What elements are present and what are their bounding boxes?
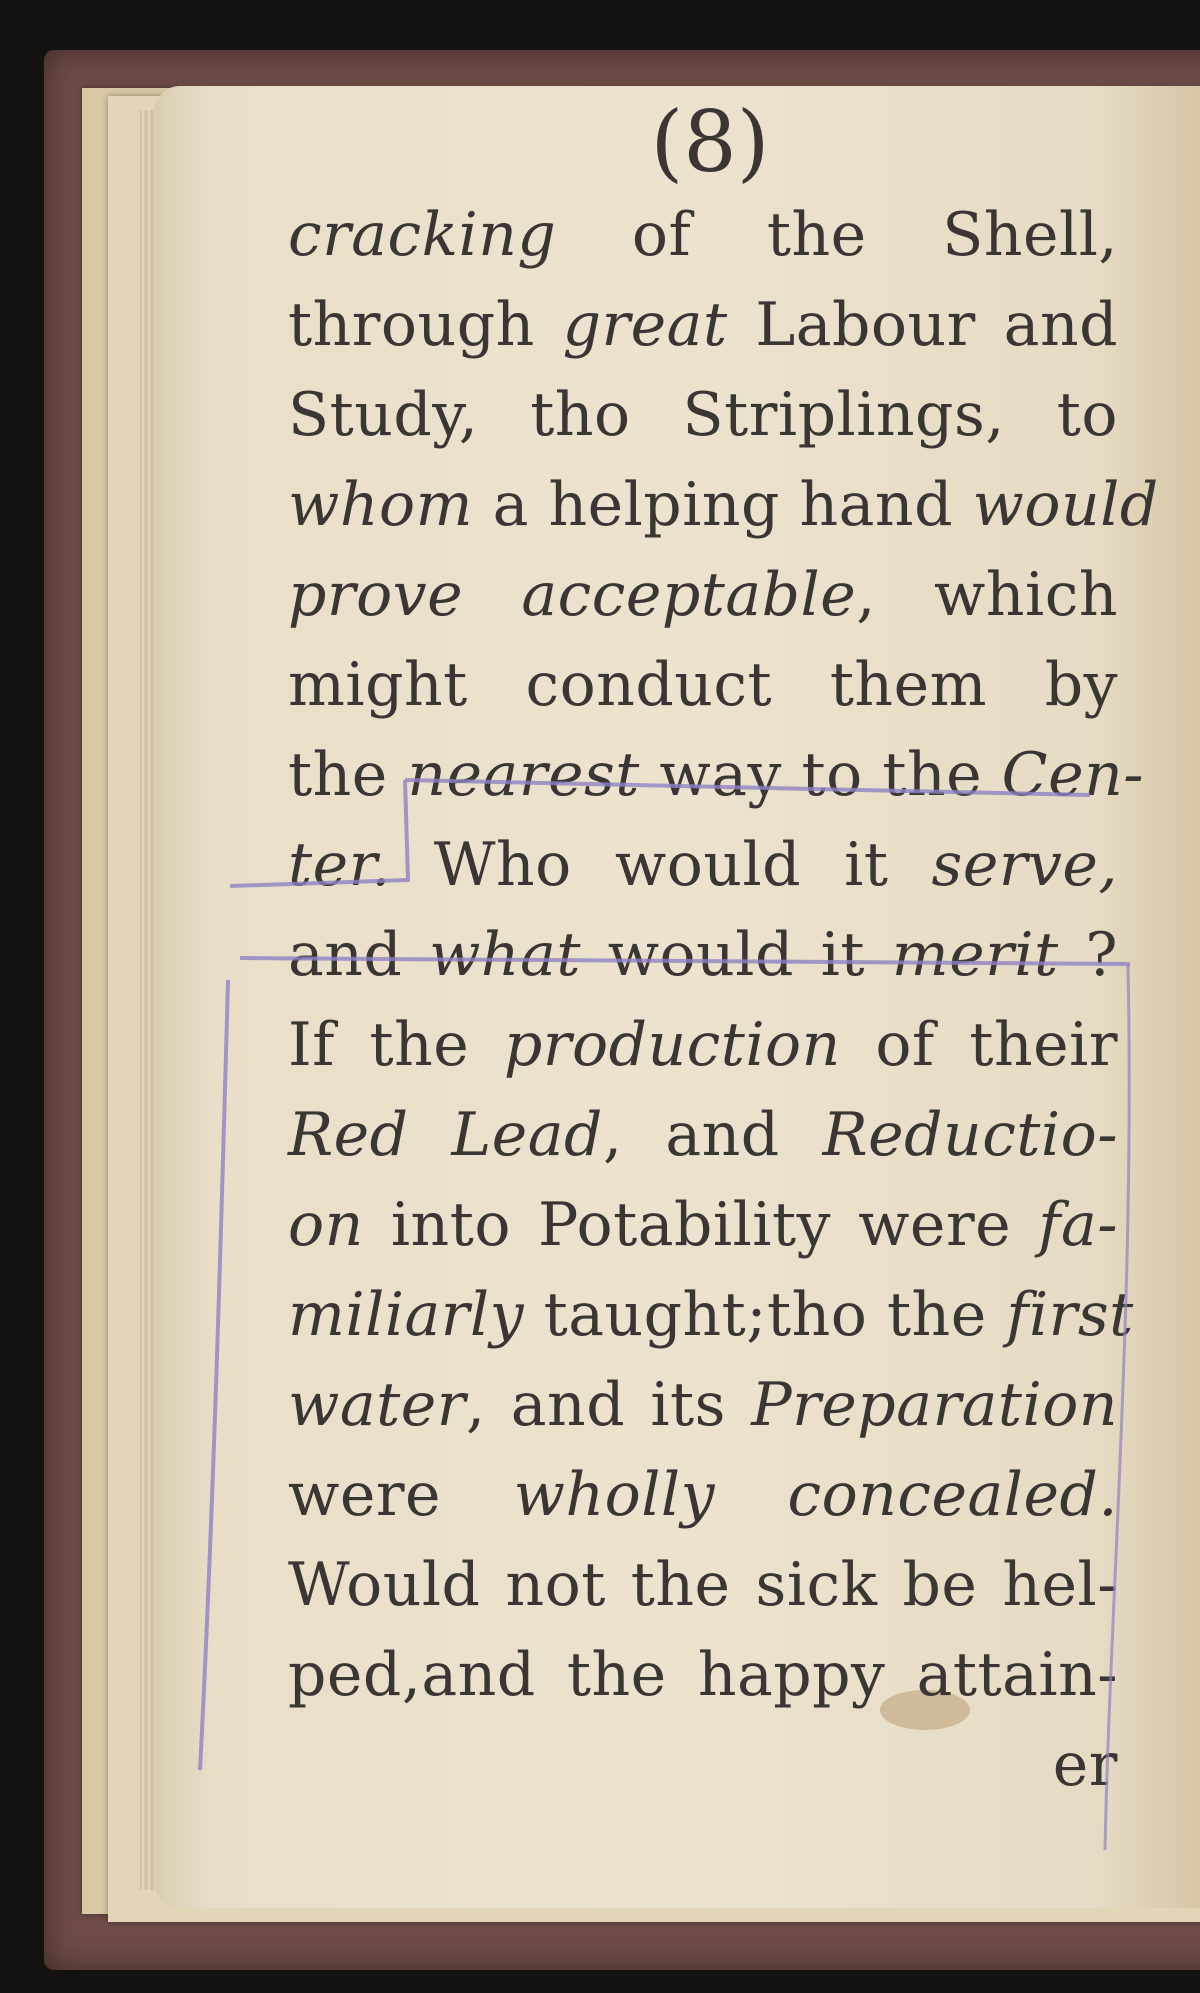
italic-text-segment: serve, [931, 830, 1118, 900]
italic-text-segment: nearest [407, 740, 640, 810]
italic-text-segment: great [562, 290, 728, 360]
text-segment: would it [580, 920, 892, 990]
italic-text-segment: wholly concealed. [513, 1460, 1118, 1530]
text-line [288, 1090, 1118, 1180]
italic-text-segment: first [1006, 1280, 1134, 1350]
italic-text-segment: Cen- [1001, 740, 1145, 810]
text-line [288, 1270, 1134, 1360]
italic-text-segment: merit [891, 920, 1059, 990]
italic-text-segment: Preparation [751, 1370, 1118, 1440]
italic-text-segment: ter. [288, 830, 391, 900]
text-segment: , which [856, 560, 1118, 630]
text-line [288, 1180, 1118, 1270]
italic-text-segment: what [429, 920, 581, 990]
italic-text-segment: production [503, 1010, 841, 1080]
text-segment: into Potability were [363, 1190, 1039, 1260]
italic-text-segment: whom [288, 470, 474, 540]
text-segment: were [288, 1460, 514, 1530]
text-line [288, 190, 1118, 280]
italic-text-segment: on [288, 1190, 364, 1260]
italic-text-segment: Red Lead [288, 1100, 603, 1170]
text-segment: through [288, 290, 563, 360]
text-segment: Labour and [727, 290, 1118, 360]
text-segment: and [288, 920, 430, 990]
text-line [288, 280, 1118, 370]
italic-text-segment: fa- [1038, 1190, 1118, 1260]
italic-text-segment: water [288, 1370, 466, 1440]
text-segment: , and [602, 1100, 823, 1170]
text-line [288, 550, 1118, 640]
page-text [288, 190, 1159, 1810]
italic-text-segment: cracking [288, 200, 557, 270]
text-line [288, 730, 1145, 820]
italic-text-segment: would [972, 470, 1159, 540]
text-line [288, 820, 1118, 910]
text-line [288, 370, 1118, 460]
text-segment: Study, tho Striplings, to [288, 380, 1118, 450]
text-segment: If the [288, 1010, 504, 1080]
italic-text-segment: prove acceptable [288, 560, 857, 630]
text-segment: a helping hand [473, 470, 973, 540]
text-segment: way to the [639, 740, 1002, 810]
text-segment: Who would it [390, 830, 932, 900]
text-segment: of their [840, 1010, 1118, 1080]
text-segment: er [1052, 1730, 1118, 1800]
italic-text-segment: Reductio- [822, 1100, 1118, 1170]
text-line [288, 910, 1118, 1000]
text-segment: might conduct them by [288, 650, 1118, 720]
text-segment: Would not the sick be hel- [288, 1550, 1118, 1620]
text-segment: , and its [465, 1370, 752, 1440]
text-segment: the [288, 740, 408, 810]
page-number-header: (8) [650, 93, 770, 191]
text-line [288, 460, 1159, 550]
text-line [288, 1540, 1118, 1630]
text-line [288, 1360, 1118, 1450]
text-segment: of the Shell, [556, 200, 1118, 270]
text-segment: ped,and the happy attain- [288, 1640, 1118, 1710]
text-line [288, 1720, 1118, 1810]
text-line [288, 1450, 1118, 1540]
text-segment: taught;tho the [524, 1280, 1007, 1350]
text-segment: ? [1058, 920, 1118, 990]
text-line [288, 1630, 1118, 1720]
italic-text-segment: miliarly [288, 1280, 525, 1350]
text-line [288, 640, 1118, 730]
text-line [288, 1000, 1118, 1090]
